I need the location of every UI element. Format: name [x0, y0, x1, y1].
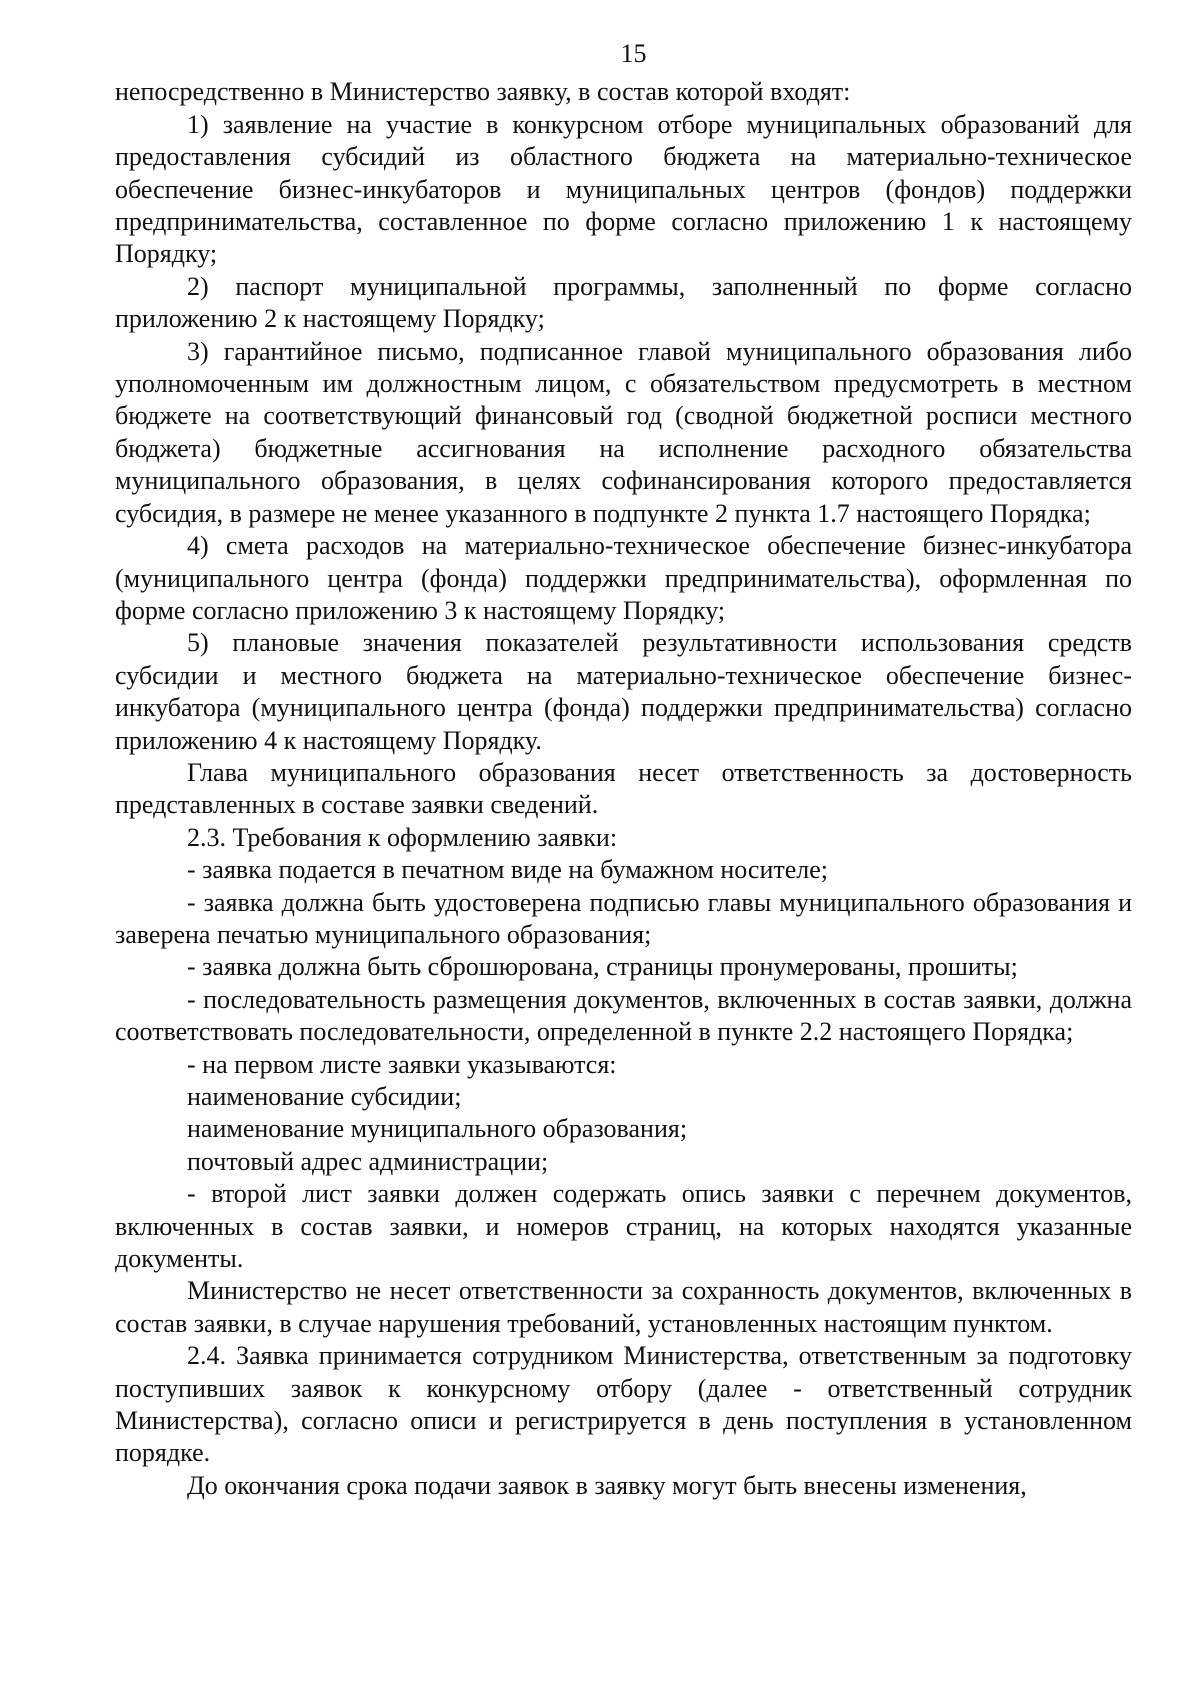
requirement-item: - заявка должна быть сброшюрована, страницы пронумерованы, прошиты;	[187, 952, 1018, 982]
first-sheet-item: почтовый адрес администрации;	[187, 1146, 549, 1176]
requirement-item: - последовательность размещения документов, включенных в состав заявки, должна соответствовать последовательности, определенной в пункте 2.2 настоящего Порядка;	[115, 984, 1132, 1047]
first-sheet-item: наименование субсидии;	[187, 1082, 462, 1111]
list-item-5: 5) плановые значения показателей результативности использования средств субсидии и местного бюджета на материально-техническое обеспечение бизнес-инкубатора (муниципального центра (фонда) поддержки предпринимательства) согласно приложению 4 к настоящему Порядку.	[115, 628, 1132, 755]
first-sheet-item: наименование муниципального образования;	[187, 1114, 688, 1144]
list-item-4: 4) смета расходов на материально-техническое обеспечение бизнес-инкубатора (муниципального центра (фонда) поддержки предпринимательства), оформленная по форме согласно приложению 3 к настоящему Порядку;	[115, 531, 1132, 625]
section-2-4: 2.4. Заявка принимается сотрудником Министерства, ответственным за подготовку поступивших заявок к конкурсному отбору (далее - ответственный сотрудник Министерства), согласно описи и регистрируется в день поступления в установленном порядке.	[115, 1341, 1132, 1468]
section-2-3-heading: 2.3. Требования к оформлению заявки:	[187, 822, 618, 852]
requirement-item: - второй лист заявки должен содержать опись заявки с перечнем документов, включенных в состав заявки, и номеров страниц, на которых находятся указанные документы.	[115, 1179, 1132, 1274]
list-item-3: 3) гарантийное письмо, подписанное главой муниципального образования либо уполномоченным им должностным лицом, с обязательством предусмотреть в местном бюджете на соответствующий финансовый год (сводной бюджетной росписи местного бюджета) бюджетные ассигнования на исполнение расходного обязательства муниципального образования, в целях софинансирования которого предоставляется субсидия, в размере не менее указанного в подпункте 2 пункта 1.7 настоящего Порядка;	[115, 336, 1132, 528]
requirement-item: - на первом листе заявки указываются:	[187, 1049, 617, 1079]
list-item-1: 1) заявление на участие в конкурсном отборе муниципальных образований для предоставления субсидий из областного бюджета на материально-техническое обеспечение бизнес-инкубаторов и муниципальных центров (фондов) поддержки предпринимательства, составленное по форме согласно приложению 1 к настоящему Порядку;	[115, 109, 1132, 269]
page-number: 15	[620, 39, 647, 68]
paragraph-intro: непосредственно в Министерство заявку, в состав которой входят:	[115, 77, 851, 107]
paragraph-changes: До окончания срока подачи заявок в заявку могут быть внесены изменения,	[187, 1470, 1027, 1500]
list-item-2: 2) паспорт муниципальной программы, заполненный по форме согласно приложению 2 к настоящему Порядку;	[115, 271, 1132, 334]
requirement-item: - заявка подается в печатном виде на бумажном носителе;	[187, 855, 829, 885]
document-body	[115, 76, 1132, 1502]
paragraph-ministry-liability: Министерство не несет ответственности за сохранность документов, включенных в состав заявки, в случае нарушения требований, установленных настоящим пунктом.	[115, 1276, 1132, 1338]
paragraph-responsibility: Глава муниципального образования несет ответственность за достоверность представленных в составе заявки сведений.	[115, 757, 1132, 820]
requirement-item: - заявка должна быть удостоверена подписью главы муниципального образования и заверена печатью муниципального образования;	[115, 887, 1132, 949]
